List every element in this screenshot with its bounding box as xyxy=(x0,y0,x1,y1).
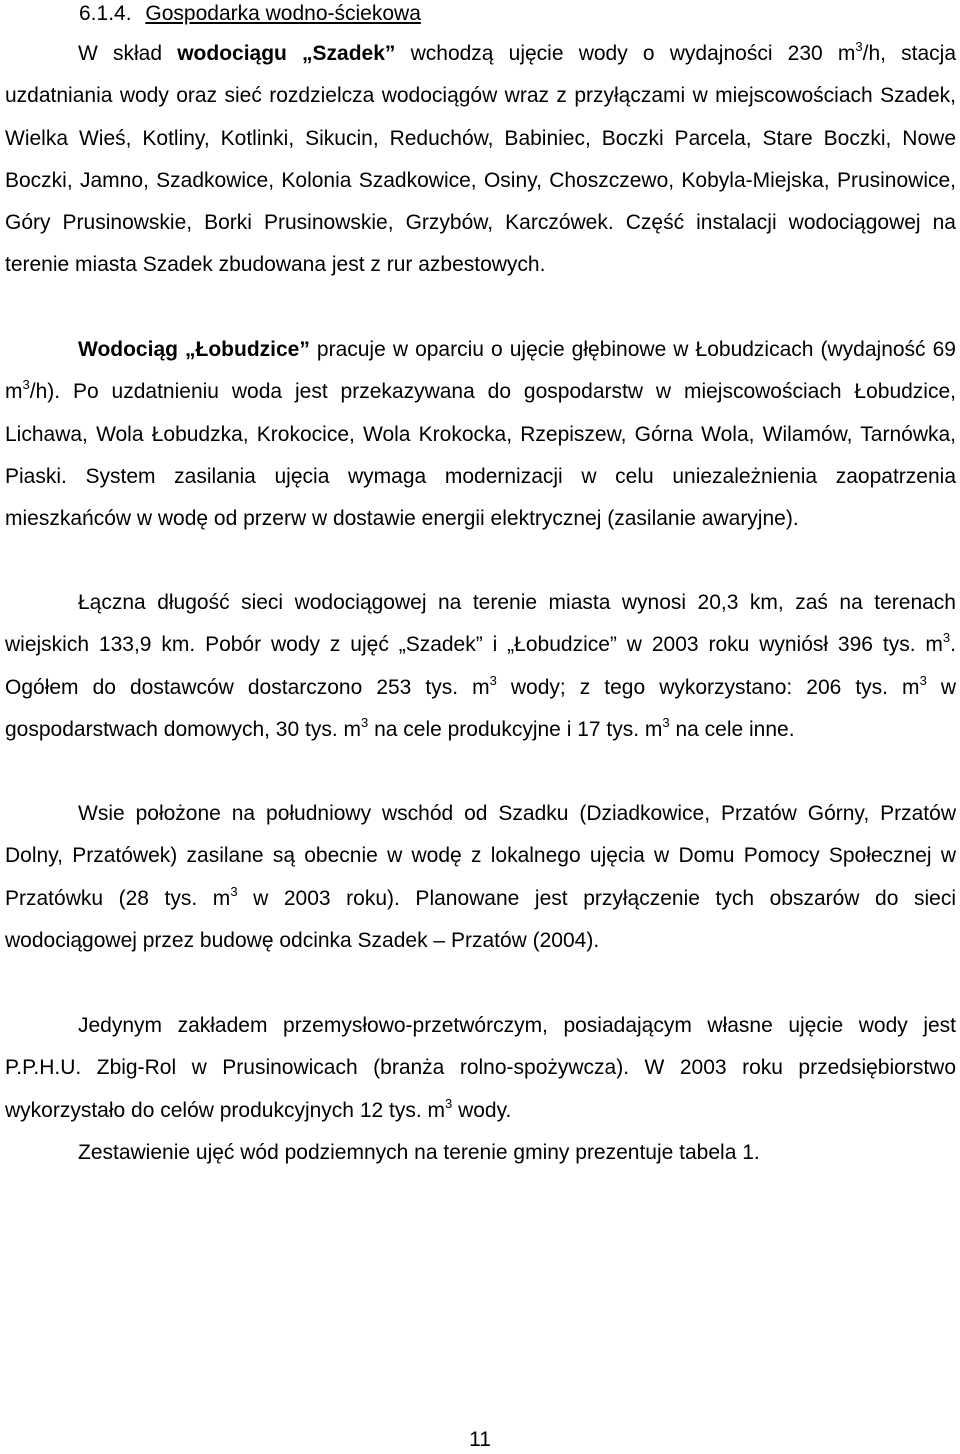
p2-text-c: /h). Po uzdatnieniu woda jest przekazywana do gospodarstw w miejscowościach Łobudzice, Lichawa, Wola Łobudzka, Krokocice, Wola Krokocka, Rzepiszew, Górna Wola, Wilamów, Tarnówka, Piaski. System zasilania ujęcia wymaga modernizacji w celu uniezależnienia zaopatrzenia mieszkańców w wodę od przerw w dostawie energii elektrycznej (zasilanie awaryjne). xyxy=(5,380,956,531)
p4-text-b: w 2003 roku). Planowane jest przyłączenie tych obszarów do sieci wodociągowej przez budowę odcinka Szadek – Przatów (2004). xyxy=(5,886,956,952)
paragraph-table-reference xyxy=(5,1132,956,1174)
p3-text-d: w gospodarstwach domowych, 30 tys. m xyxy=(5,675,956,741)
p3-text-f: na cele inne. xyxy=(669,717,795,741)
p1-text-d: /h, stacja uzdatniania wody oraz sieć rozdzielcza wodociągów wraz z przyłączami w miejscowościach Szadek, Wielka Wieś, Kotliny, Kotlinki, Sikucin, Reduchów, Babiniec, Boczki Parcela, Stare Boczki, Nowe Boczki, Jamno, Szadkowice, Kolonia Szadkowice, Osiny, Choszczewo, Kobyla-Miejska, Prusinowice, Góry Prusinowskie, Borki Prusinowskie, Grzybów, Karczówek. Część instalacji wodociągowej na terenie miasta Szadek zbudowana jest z rur azbestowych. xyxy=(5,42,956,277)
p3-superscript-4: 3 xyxy=(361,714,369,730)
p1-text-c: wchodzą ujęcie wody o wydajności 230 m xyxy=(395,42,856,65)
p3-superscript-2: 3 xyxy=(489,672,497,688)
p3-superscript-1: 3 xyxy=(942,630,951,646)
p4-text-a: Wsie położone na południowy wschód od Szadku (Dziadkowice, Przatów Górny, Przatów Dolny, Przatówek) zasilane są obecnie w wodę z lokalnego ujęcia w Domu Pomocy Społecznej w Przatówku (28 tys. m xyxy=(5,802,956,910)
section-title: Gospodarka wodno-ściekowa xyxy=(145,2,421,25)
p1-superscript: 3 xyxy=(855,39,863,54)
p3-text-e: na cele produkcyjne i 17 tys. m xyxy=(368,717,663,741)
p1-bold-name: wodociągu „Szadek” xyxy=(177,42,396,65)
p3-text-a: Łączna długość sieci wodociągowej na terenie miasta wynosi 20,3 km, zaś na terenach wiejskich 133,9 km. Pobór wody z ujęć „Szadek” i „Łobudzice” w 2003 roku wyniósł 396 tys. m xyxy=(5,591,956,657)
p2-superscript: 3 xyxy=(22,377,30,393)
paragraph-villages-southeast xyxy=(5,793,956,962)
paragraph-szadek-waterworks xyxy=(5,33,956,287)
p3-text-b: . Ogółem do dostawców dostarczono 253 tys. m xyxy=(5,633,956,699)
p3-superscript-3: 3 xyxy=(919,672,927,688)
p3-superscript-5: 3 xyxy=(662,714,670,730)
section-number: 6.1.4. xyxy=(79,2,132,25)
p2-bold-name: Wodociąg „Łobudzice” xyxy=(78,338,310,361)
p6-text-a: Zestawienie ujęć wód podziemnych na terenie gminy prezentuje tabela 1. xyxy=(78,1141,760,1164)
page-number: 11 xyxy=(469,1428,491,1451)
p4-superscript: 3 xyxy=(230,883,238,899)
paragraph-lobudzice-waterworks xyxy=(5,329,956,540)
p3-text-c: wody; z tego wykorzystano: 206 tys. m xyxy=(496,675,920,699)
p5-superscript: 3 xyxy=(445,1095,453,1111)
p2-text-a: pracuje w oparciu o ujęcie głębinowe w Łobudzicach (wydajność 69 m xyxy=(5,338,956,404)
p5-text-a: Jedynym zakładem przemysłowo-przetwórczym, posiadającym własne ujęcie wody jest P.P.H.U. Zbig-Rol w Prusinowicach (branża rolno-spożywcza). W 2003 roku przedsiębiorstwo wykorzystało do celów produkcyjnych 12 tys. m xyxy=(5,1014,956,1122)
p1-text-a: W skład xyxy=(78,42,178,65)
p5-text-b: wody. xyxy=(452,1098,512,1122)
paragraph-industrial-intake xyxy=(5,1005,956,1132)
paragraph-network-length xyxy=(5,582,956,751)
section-heading xyxy=(79,0,421,28)
